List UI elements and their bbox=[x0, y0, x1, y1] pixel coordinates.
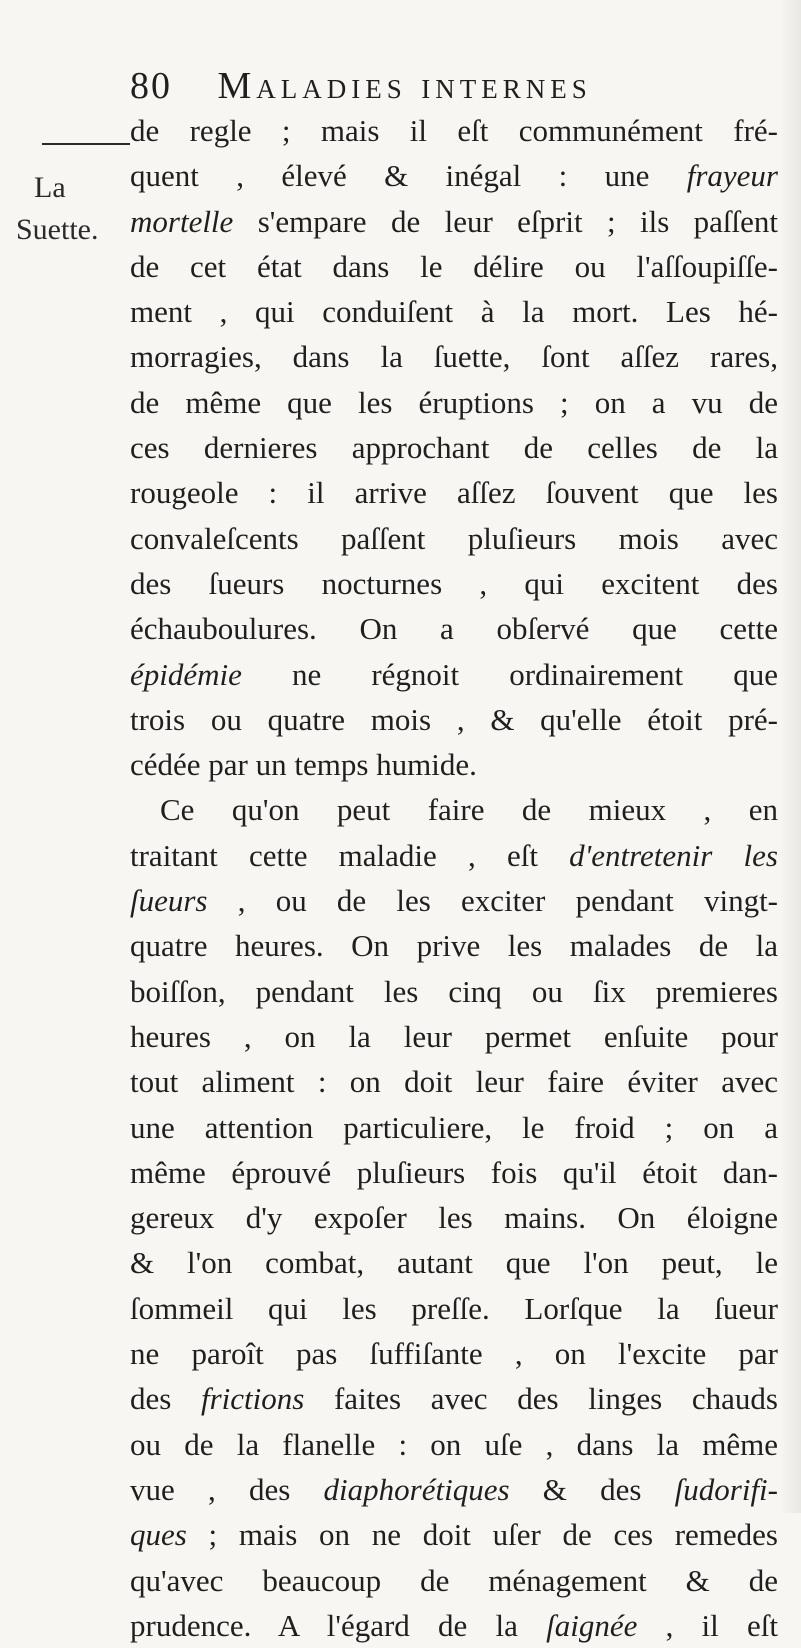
text-run: heures , on la leur permet enſuite pour bbox=[130, 1018, 778, 1054]
text-run: s'empare de leur eſprit ; ils paſſent bbox=[233, 203, 778, 239]
running-header bbox=[130, 64, 770, 112]
italic-text: mortelle bbox=[130, 203, 234, 239]
text-line bbox=[130, 1422, 778, 1467]
text-line bbox=[130, 289, 778, 334]
text-line bbox=[130, 516, 778, 561]
text-line bbox=[130, 1467, 778, 1512]
text-line bbox=[130, 923, 778, 968]
running-title: Maladies internes bbox=[217, 65, 592, 107]
text-line bbox=[130, 1240, 778, 1285]
text-line bbox=[130, 1059, 778, 1104]
text-run: vue , des bbox=[130, 1471, 324, 1507]
text-line bbox=[130, 199, 778, 244]
text-run: qu'avec beaucoup de ménagement & de bbox=[130, 1562, 778, 1598]
italic-text: d'entretenir les bbox=[569, 837, 778, 873]
text-run: ne paroît pas ſuffiſante , on l'excite par bbox=[130, 1336, 778, 1372]
text-run: ſommeil qui les preſſe. Lorſque la ſueur bbox=[130, 1290, 778, 1326]
text-line bbox=[130, 1286, 778, 1331]
text-run: , ou de les exciter pendant vingt- bbox=[207, 883, 778, 919]
text-run: cédée par un temps humide. bbox=[130, 747, 477, 783]
italic-text: ſudorifi- bbox=[674, 1471, 778, 1507]
text-line bbox=[130, 697, 778, 742]
text-line bbox=[130, 1105, 778, 1150]
text-run: ou de la flanelle : on uſe , dans la même bbox=[130, 1426, 778, 1462]
text-run: une attention particuliere, le froid ; on a bbox=[130, 1109, 778, 1145]
text-run: boiſſon, pendant les cinq ou ſix premieres bbox=[130, 973, 778, 1009]
text-run: même éprouvé pluſieurs fois qu'il étoit dan- bbox=[130, 1154, 778, 1190]
text-line bbox=[130, 652, 778, 697]
text-run: ; mais on ne doit uſer de ces remedes bbox=[186, 1517, 778, 1553]
text-run: de regle ; mais il eſt communément fré- bbox=[130, 113, 778, 148]
text-run: quent , élevé & inégal : une bbox=[130, 158, 687, 194]
italic-text: épidémie bbox=[130, 656, 242, 692]
text-line bbox=[130, 561, 778, 606]
page-edge-shadow bbox=[779, 0, 801, 1513]
text-run: des ſueurs nocturnes , qui excitent des bbox=[130, 565, 778, 601]
text-run: ces dernieres approchant de celles de la bbox=[130, 430, 778, 466]
text-run: convaleſcents paſſent pluſieurs mois avec bbox=[130, 520, 778, 556]
text-line bbox=[130, 153, 778, 198]
text-line bbox=[130, 380, 778, 425]
page-number: 80 bbox=[130, 65, 172, 107]
text-run: trois ou quatre mois , & qu'elle étoit pré- bbox=[130, 701, 778, 737]
italic-text: ſaignée bbox=[546, 1607, 638, 1643]
text-line bbox=[130, 969, 778, 1014]
text-run: gereux d'y expoſer les mains. On éloigne bbox=[130, 1200, 778, 1236]
text-run: prudence. A l'égard de la bbox=[130, 1607, 547, 1643]
text-run: & des bbox=[509, 1471, 675, 1507]
text-line bbox=[130, 108, 778, 153]
text-line bbox=[130, 1512, 778, 1557]
italic-text: diaphorétiques bbox=[323, 1471, 510, 1507]
text-line bbox=[130, 1150, 778, 1195]
text-line bbox=[130, 833, 778, 878]
text-line bbox=[130, 470, 778, 515]
text-run: quatre heures. On prive les malades de la bbox=[130, 928, 778, 964]
text-line bbox=[130, 425, 778, 470]
body-text bbox=[130, 108, 778, 1648]
text-line bbox=[130, 878, 778, 923]
text-run: traitant cette maladie , eſt bbox=[130, 837, 570, 873]
margin-note-line-1: La bbox=[34, 171, 66, 204]
text-line bbox=[130, 606, 778, 651]
text-run: & l'on combat, autant que l'on peut, le bbox=[130, 1245, 778, 1281]
text-run: morragies, dans la ſuette, ſont aſſez rares, bbox=[130, 339, 778, 375]
text-line bbox=[130, 1558, 778, 1603]
text-line bbox=[130, 1376, 778, 1421]
text-run: ne régnoit ordinairement que bbox=[241, 656, 778, 692]
italic-text: frayeur bbox=[686, 158, 778, 194]
text-line bbox=[130, 1331, 778, 1376]
text-line bbox=[130, 334, 778, 379]
text-run: des bbox=[130, 1381, 201, 1417]
margin-note-line-2: Suette. bbox=[16, 213, 99, 246]
text-run: rougeole : il arrive aſſez ſouvent que les bbox=[130, 475, 778, 511]
italic-text: frictions bbox=[200, 1381, 305, 1417]
text-run: Ce qu'on peut faire de mieux , en bbox=[160, 792, 778, 828]
margin-rule bbox=[42, 143, 130, 145]
italic-text: ques bbox=[130, 1517, 187, 1553]
text-line bbox=[130, 244, 778, 289]
text-run: de même que les éruptions ; on a vu de bbox=[130, 384, 778, 420]
text-run: de cet état dans le délire ou l'aſſoupiſſe- bbox=[130, 248, 778, 284]
text-run: échauboulures. On a obſervé que cette bbox=[130, 611, 778, 647]
text-line bbox=[130, 742, 778, 787]
text-run: faites avec des linges chauds bbox=[304, 1381, 778, 1417]
italic-text: ſueurs bbox=[130, 883, 208, 919]
text-run: ment , qui conduiſent à la mort. Les hé- bbox=[130, 294, 778, 330]
text-line bbox=[130, 1014, 778, 1059]
text-run: , il eſt bbox=[637, 1607, 778, 1643]
text-run: tout aliment : on doit leur faire éviter avec bbox=[130, 1064, 778, 1100]
text-line bbox=[130, 1195, 778, 1240]
text-line bbox=[130, 1603, 778, 1648]
text-line bbox=[130, 787, 778, 832]
